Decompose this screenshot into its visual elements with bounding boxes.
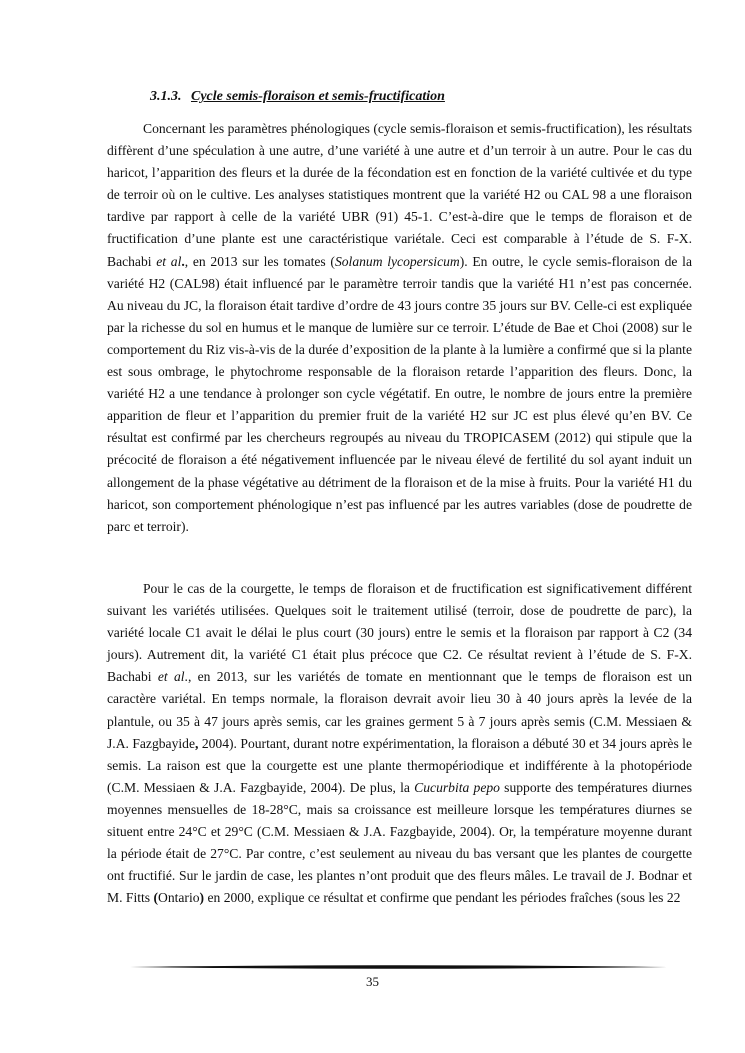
text-run: , en 2013 sur les tomates ( — [184, 253, 335, 269]
bold-text: ( — [153, 890, 158, 906]
text-run: Ontario — [158, 890, 200, 906]
text-run: supporte des températures diurnes moyennes mensuelles de 18-28°C, mais sa croissance est meilleure lorsque les températures diurnes se situent entre 24°C et 29°C (C.M. Messiaen & J.A. Fazgbayide, 2004). Or, la température moyenne durant la période était de 27°C. Par contre, c’est seulement au niveau du bas versant que les plantes de courgette ont fructifié. Sur le jardin de case, les plantes n’ont produit que des fleurs mâles. Le travail de J. Bodnar et M. Fitts — [107, 779, 692, 906]
paragraph-haricot — [107, 118, 692, 538]
bold-text: . — [181, 253, 185, 269]
bold-text: ) — [199, 890, 205, 906]
text-run: ). En outre, le cycle semis-floraison de la variété H2 (CAL98) était influencé par le paramètre terroir tandis que la variété H1 n’est pas concernée. Au niveau du JC, la floraison était tardive d’ordre de 43 jours contre 35 jours sur BV. Celle-ci est expliquée par la richesse du sol en humus et le manque de lumière sur ce terroir. L’étude de Bae et Choi (2008) sur le comportement du Riz vis-à-vis de la durée d’exposition de la plante à la lumière a confirmé que si la plante est sous ombrage, le phytochrome responsable de la floraison retarde l’apparition des fleurs. Donc, la variété H2 a une tendance à prolonger son cycle végétatif. En outre, le nombre de jours entre la première apparition de fleur et l’apparition du premier fruit de la variété H2 sur JC est plus élevé qu’en BV. Ce résultat est confirmé par les chercheurs regroupés au niveau du TROPICASEM (2012) qui stipule que la précocité de floraison a été négativement influencée par le niveau élevé de fertilité du sol ayant induit un allongement de la phase végétative au détriment de la floraison et de la mise à fruits. Pour la variété H1 du haricot, son comportement phénologique n’est pas influencé par les autres variables (dose de poudrette de parc et terroir). — [107, 253, 692, 534]
section-title: Cycle semis-floraison et semis-fructification — [191, 89, 445, 104]
footer-rule — [130, 964, 667, 970]
text-run: en 2000, explique ce résultat et confirme que pendant les périodes fraîches (sous les 22 — [204, 890, 681, 906]
text-run: Pour le cas de la courgette, le temps de floraison et de fructification est significativement différent suivant les variétés utilisées. Quelques soit le traitement utilisé (terroir, dose de poudrette de parc), la variété locale C1 avait le délai le plus court (30 jours) entre le semis et la floraison par rapport à C2 (34 jours). Autrement dit, la variété C1 était plus précoce que C2. Ce résultat revient à l’étude de S. F-X. Bachabi — [107, 581, 692, 685]
text-run: ., en 2013, sur les variétés de tomate en mentionnant que le temps de floraison est un caractère variétal. En temps normale, la floraison devrait avoir lieu 30 à 40 jours après la levée de la plantule, ou 35 à 47 jours après semis, car les graines germent 5 à 7 jours après semis (C.M. Messiaen & J.A. Fazgbayide — [107, 669, 692, 751]
text-run: 2004). Pourtant, durant notre expérimentation, la floraison a débuté 30 et 34 jours après le semis. La raison est que la courgette est une plante thermopériodique et indifférente à la photopériode (C.M. Messiaen & J.A. Fazgbayide, 2004). De plus, la — [107, 735, 692, 795]
text-run: Concernant les paramètres phénologiques (cycle semis-floraison et semis-fructification), les résultats diffèrent d’une spéculation à une autre, d’une variété à une autre et d’un terroir à un autre. Pour le cas du haricot, l’apparition des fleurs et la durée de la fécondation est en fonction de la variété cultivée et du type de terroir où on le cultive. Les analyses statistiques montrent que la variété H2 ou CAL 98 a une floraison tardive par rapport à celle de la variété UBR (91) 45-1. C’est-à-dire que le temps de floraison et de fructification d’une plante est une caractéristique variétale. Ceci est comparable à l’étude de S. F-X. Bachabi — [107, 121, 692, 269]
emphasis-text: Cucurbita pepo — [414, 779, 500, 795]
emphasis-text: et al — [157, 669, 185, 685]
bold-text: , — [195, 735, 199, 751]
emphasis-text: et al — [156, 253, 182, 269]
page-number: 35 — [366, 974, 379, 989]
emphasis-text: Solanum lycopersicum — [334, 253, 460, 269]
paragraph-courgette — [107, 578, 692, 909]
section-number: 3.1.3. — [150, 89, 182, 104]
section-heading — [150, 89, 445, 105]
